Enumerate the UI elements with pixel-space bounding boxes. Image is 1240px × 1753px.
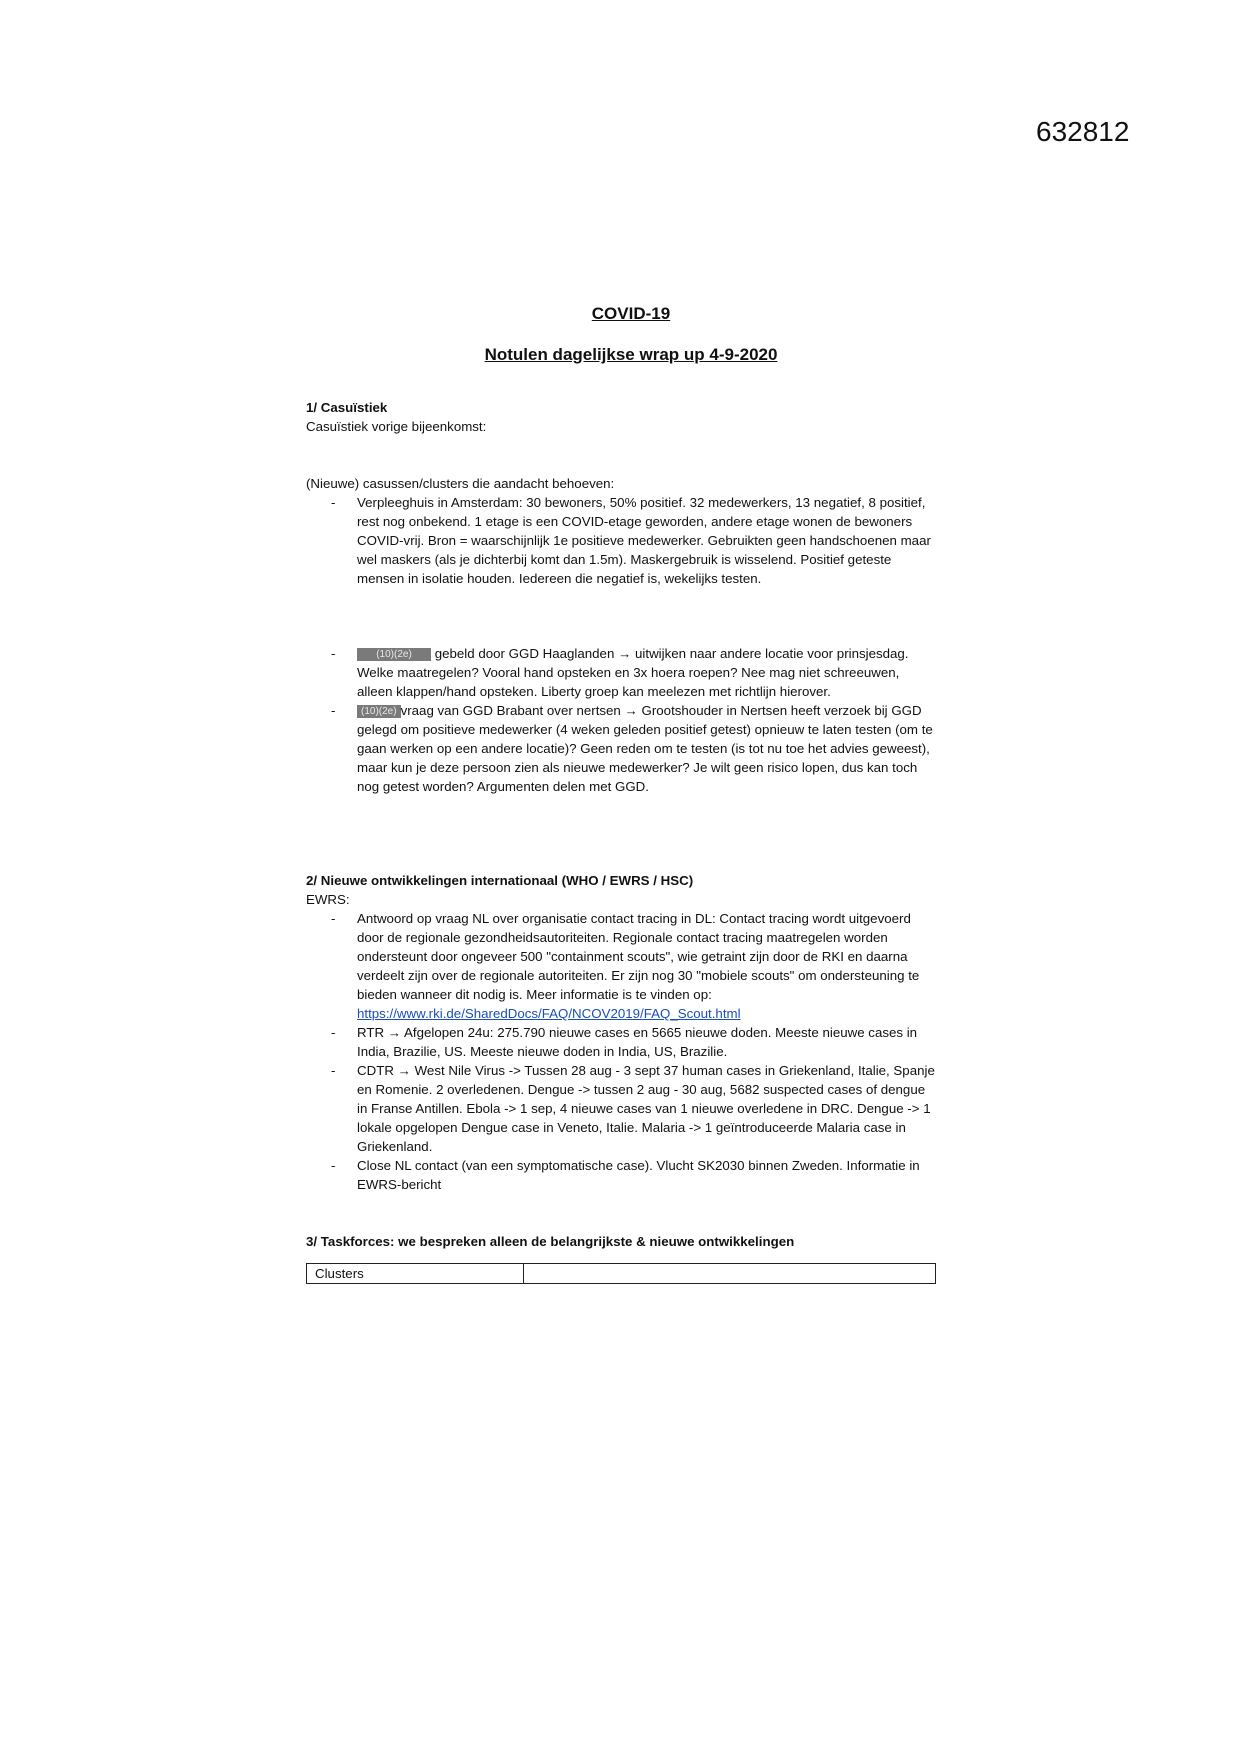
cases-list xyxy=(306,493,936,588)
table-row xyxy=(307,1264,936,1284)
section-heading: 3/ Taskforces: we bespreken alleen de belangrijkste & nieuwe ontwikkelingen xyxy=(306,1234,795,1249)
new-cases-label: (Nieuwe) casussen/clusters die aandacht behoeven: xyxy=(306,476,615,491)
list-item: - Close NL contact (van een symptomatische case). Vlucht SK2030 binnen Zweden. Informatie in EWRS-bericht xyxy=(357,1156,936,1194)
section-intro: Casuïstiek vorige bijeenkomst: xyxy=(306,419,487,434)
ewrs-list xyxy=(306,909,936,1194)
rki-link[interactable]: https://www.rki.de/SharedDocs/FAQ/NCOV2019/FAQ_Scout.html xyxy=(357,1006,741,1021)
document-number: 632812 xyxy=(1036,116,1130,147)
section-heading: 2/ Nieuwe ontwikkelingen internationaal (WHO / EWRS / HSC) xyxy=(306,873,694,888)
redaction-box: (10)(2e) xyxy=(357,648,431,661)
document-page xyxy=(306,304,936,1284)
section-casuistiek xyxy=(306,398,936,796)
section-taskforces xyxy=(306,1232,936,1284)
document-subtitle: Notulen dagelijkse wrap up 4-9-2020 xyxy=(484,345,778,364)
section-subheading: EWRS: xyxy=(306,892,350,907)
list-item: - CDTR → West Nile Virus -> Tussen 28 aug - 3 sept 37 human cases in Griekenland, Italie, Spanje en Romenie. 2 overledenen. Dengue -> tussen 2 aug - 30 aug, 5682 suspected cases of dengue in Franse Antillen. Ebola -> 1 sep, 4 nieuwe cases van 1 nieuwe overledene in DRC. Dengue -> 1 lokale opgelopen Dengue case in Veneto, Italie. Malaria -> 1 geïntroduceerde Malaria case in Griekenland. xyxy=(357,1061,936,1156)
cases-list-2 xyxy=(306,644,936,796)
taskforces-table xyxy=(306,1263,936,1284)
list-item: - RTR → Afgelopen 24u: 275.790 nieuwe cases en 5665 nieuwe doden. Meeste nieuwe cases in India, Brazilie, US. Meeste nieuwe doden in India, US, Brazilie. xyxy=(357,1023,936,1061)
list-item: - Antwoord op vraag NL over organisatie contact tracing in DL: Contact tracing wordt uitgevoerd door de regionale gezondheidsautoriteiten. Regionale contact tracing maatregelen worden ondersteunt door ongeveer 500 "containment scouts", wie getraint zijn door de RKI en daarna verdeelt zijn over de regionale autoriteiten. Er zijn nog 30 "mobiele scouts" om ondersteuning te bieden wanneer dit nodig is. Meer informatie is te vinden op: https://www.rki.de/SharedDocs/FAQ/NCOV2019/FAQ_Scout.html xyxy=(357,909,936,1023)
table-cell: Clusters xyxy=(307,1264,524,1284)
list-item: - (10)(2e) gebeld door GGD Haaglanden → uitwijken naar andere locatie voor prinsjesdag. Welke maatregelen? Vooral hand opsteken en 3x hoera roepen? Nee mag niet schreeuwen, alleen klappen/hand opsteken. Liberty groep kan meelezen met richtlijn hierover. xyxy=(357,644,936,701)
section-international xyxy=(306,871,936,1194)
list-item: - Verpleeghuis in Amsterdam: 30 bewoners, 50% positief. 32 medewerkers, 13 negatief, 8 positief, rest nog onbekend. 1 etage is een COVID-etage geworden, andere etage wonen de bewoners COVID-vrij. Bron = waarschijnlijk 1e positieve medewerker. Gebruikten geen handschoenen maar wel maskers (als je dichterbij komt dan 1.5m). Maskergebruik is wisselend. Positief geteste mensen in isolatie houden. Iedereen die negatief is, wekelijks testen. xyxy=(357,493,936,588)
redaction-box: (10)(2e) xyxy=(357,705,401,718)
document-title: COVID-19 xyxy=(591,304,671,323)
list-item: - (10)(2e) vraag van GGD Brabant over nertsen → Grootshouder in Nertsen heeft verzoek bij GGD gelegd om positieve medewerker (4 weken geleden positief getest) opnieuw te laten testen (om te gaan werken op een andere locatie)? Geen reden om te testen (is tot nu toe het advies geweest), maar kun je deze persoon zien als nieuwe medewerker? Je wilt geen risico lopen, dus kan toch nog getest worden? Argumenten delen met GGD. xyxy=(357,701,936,796)
table-cell xyxy=(524,1264,936,1284)
section-heading: 1/ Casuïstiek xyxy=(306,400,388,415)
